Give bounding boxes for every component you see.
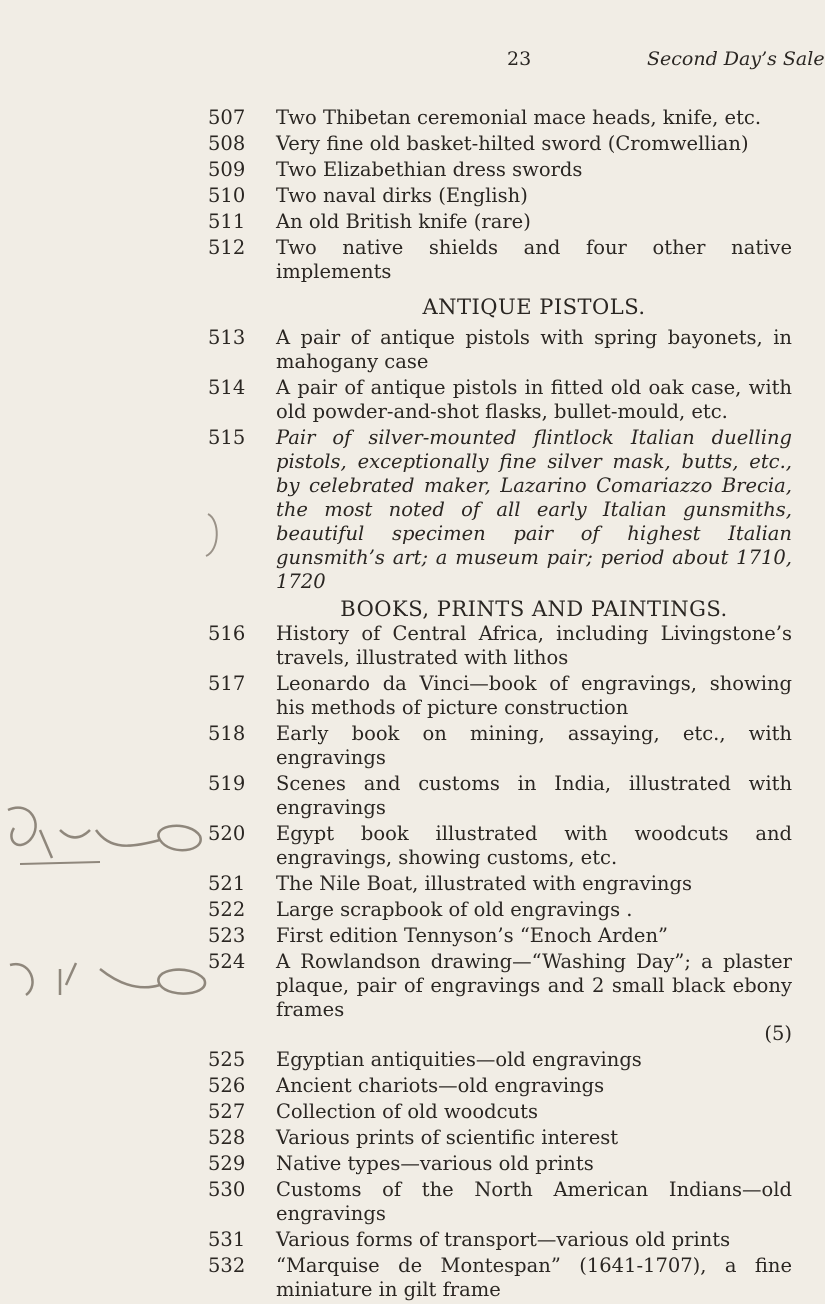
lot-item — [208, 722, 792, 770]
lot-item — [208, 1178, 792, 1226]
lot-number: 508 — [208, 132, 246, 155]
lot-description: Various forms of transport—various old prints — [276, 1228, 731, 1251]
lot-description: Collection of old woodcuts — [276, 1100, 538, 1123]
page-number: 23 — [507, 48, 532, 70]
lot-number: 522 — [208, 898, 246, 921]
lot-description: The Nile Boat, illustrated with engravings — [276, 872, 692, 895]
lot-item — [208, 1152, 792, 1176]
lot-item — [208, 950, 792, 1046]
lot-item — [208, 872, 792, 896]
lot-description: Egypt book illustrated with woodcuts and engravings, showing customs, etc. — [276, 822, 792, 869]
lot-quantity: (5) — [764, 1022, 792, 1045]
lot-item — [208, 1048, 792, 1072]
lot-number: 528 — [208, 1126, 246, 1149]
lot-item — [208, 326, 792, 374]
lot-item — [208, 1126, 792, 1150]
lot-item — [208, 822, 792, 870]
lot-number: 524 — [208, 950, 246, 973]
lot-description: Native types—various old prints — [276, 1152, 594, 1175]
lot-number: 518 — [208, 722, 246, 745]
lot-description: Egyptian antiquities—old engravings — [276, 1048, 642, 1071]
lot-item — [208, 210, 792, 234]
lot-item — [208, 1228, 792, 1252]
lot-item — [208, 1100, 792, 1124]
lot-number: 532 — [208, 1254, 246, 1277]
lot-description: A Rowlandson drawing—“Washing Day”; a plaster plaque, pair of engravings and 2 small black ebony frames — [276, 950, 792, 1021]
lot-description: Two naval dirks (English) — [276, 184, 528, 207]
lot-description: Pair of silver-mounted flintlock Italian duelling pistols, exceptionally fine silver mask, butts, etc., by celebrated maker, Lazarino Comariazzo Brecia, the most noted of all early Italian gunsmiths, beautiful specimen pair of highest Italian gunsmith’s art; a museum pair; period about 1710, 1720 — [276, 426, 792, 593]
section-heading-pistols: ANTIQUE PISTOLS. — [422, 295, 646, 319]
lot-description: A pair of antique pistols in fitted old oak case, with old powder-and-shot flasks, bullet-mould, etc. — [276, 376, 792, 423]
lot-description: A pair of antique pistols with spring bayonets, in mahogany case — [276, 326, 792, 373]
lot-number: 517 — [208, 672, 246, 695]
lot-description: Leonardo da Vinci—book of engravings, showing his methods of picture construction — [276, 672, 792, 719]
lot-list — [208, 106, 792, 1304]
lot-number: 519 — [208, 772, 246, 795]
lot-number: 520 — [208, 822, 246, 845]
lot-item — [208, 772, 792, 820]
lot-description: “Marquise de Montespan” (1641-1707), a fine miniature in gilt frame — [276, 1254, 792, 1301]
pencil-annotation-left-lower — [0, 955, 220, 1003]
lot-number: 510 — [208, 184, 246, 207]
lot-number: 511 — [208, 210, 246, 233]
lot-number: 531 — [208, 1228, 246, 1251]
lot-description: Early book on mining, assaying, etc., with engravings — [276, 722, 792, 769]
lot-number: 515 — [208, 426, 246, 449]
lot-description: History of Central Africa, including Livingstone’s travels, illustrated with lithos — [276, 622, 792, 669]
lot-item — [208, 106, 792, 130]
lot-description: Ancient chariots—old engravings — [276, 1074, 605, 1097]
lot-description: Scenes and customs in India, illustrated with engravings — [276, 772, 792, 819]
lot-number: 525 — [208, 1048, 246, 1071]
lot-description: Various prints of scientific interest — [276, 1126, 619, 1149]
lot-number: 507 — [208, 106, 246, 129]
lot-description: Two native shields and four other native implements — [276, 236, 792, 283]
lot-item — [208, 898, 792, 922]
lot-description: Large scrapbook of old engravings . — [276, 898, 633, 921]
lot-description: Two Elizabethian dress swords — [276, 158, 583, 181]
lot-number: 509 — [208, 158, 246, 181]
lot-item — [208, 622, 792, 670]
lot-item — [208, 158, 792, 182]
section-heading-books: BOOKS, PRINTS AND PAINTINGS. — [340, 597, 728, 621]
lot-number: 513 — [208, 326, 246, 349]
lot-description: Customs of the North American Indians—old engravings — [276, 1178, 792, 1225]
lot-number: 512 — [208, 236, 246, 259]
lot-description: Two Thibetan ceremonial mace heads, knife, etc. — [276, 106, 762, 129]
lot-description: An old British knife (rare) — [276, 210, 531, 233]
lot-item — [208, 1074, 792, 1098]
lot-number: 527 — [208, 1100, 246, 1123]
lot-number: 530 — [208, 1178, 246, 1201]
lot-description: First edition Tennyson’s “Enoch Arden” — [276, 924, 668, 947]
lot-item — [208, 376, 792, 424]
lot-description: Very fine old basket-hilted sword (Cromwellian) — [276, 132, 749, 155]
lot-number: 523 — [208, 924, 246, 947]
lot-item — [208, 1254, 792, 1302]
pencil-annotation-left-upper — [0, 800, 220, 880]
lot-item — [208, 236, 792, 284]
lot-item — [208, 426, 792, 594]
lot-item — [208, 132, 792, 156]
lot-item — [208, 672, 792, 720]
lot-number: 514 — [208, 376, 246, 399]
lot-number: 516 — [208, 622, 246, 645]
lot-number: 526 — [208, 1074, 246, 1097]
lot-item — [208, 184, 792, 208]
lot-item — [208, 924, 792, 948]
running-title: Second Day’s Sale — [647, 48, 825, 70]
lot-number: 521 — [208, 872, 246, 895]
lot-number: 529 — [208, 1152, 246, 1175]
